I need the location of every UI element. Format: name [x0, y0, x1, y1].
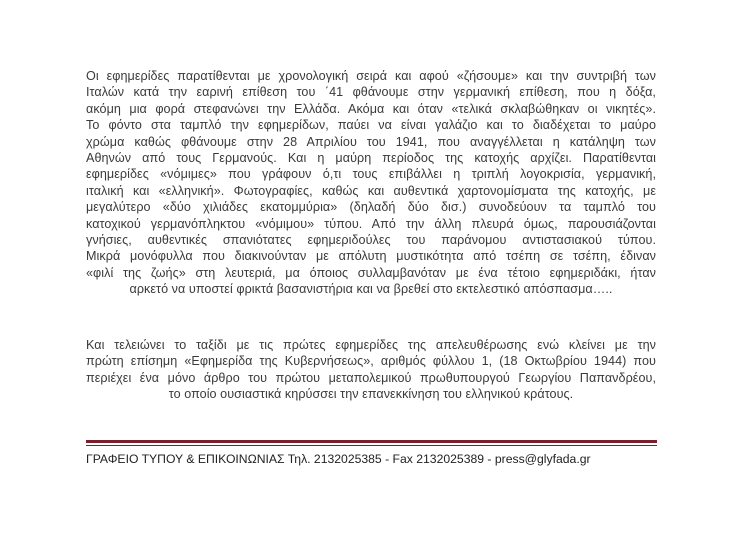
paragraph-line: κατοχικού γερμανόπληκτου «νόμιμου» τύπου. Από την άλλη πλευρά όμως, παρουσιάζονται [86, 216, 656, 231]
footer-divider-thin [86, 445, 657, 446]
paragraph-line: πρώτη επίσημη «Εφημερίδα της Κυβερνήσεως», αριθμός φύλλου 1, (18 Οκτωβρίου 1944) που [86, 354, 656, 369]
paragraph-line: εφημερίδες «νόμιμες» που γράφουν ό,τι τους επιβάλλει η τριπλή λογοκρισία, γερμανική, [86, 167, 656, 182]
paragraph-line: γνήσιες, αυθεντικές σπανιότατες εφημεριδούλες του παράνομου αντιστασιακού τύπου. [86, 233, 656, 248]
paragraph-line: Ιταλών κατά την εαρινή επίθεση του ΄41 φθάνουμε στην γερμανική επίθεση, που η δόξα, [86, 85, 656, 100]
paragraph-line: «φιλί της ζωής» στη λευτεριά, μα όποιος συλλαμβανόταν με ένα τέτοιο εφημεριδάκι, ήταν [86, 265, 656, 280]
paragraph-line: Μικρά μονόφυλλα που διακινούνταν με απόλυτη μυστικότητα από τσέπη σε τσέπη, έδιναν [86, 249, 656, 264]
paragraph-line: Οι εφημερίδες παρατίθενται με χρονολογική σειρά και αφού «ζήσουμε» και την συντριβή των [86, 69, 656, 83]
paragraph-line: Αθηνών από τους Γερμανούς. Και η μαύρη περίοδος της κατοχής αρχίζει. Παρατίθενται [86, 151, 656, 166]
paragraph-line: χρώμα καθώς φθάνουμε στην 28 Απριλίου του 1941, που αναγγέλλεται η κατάληψη των [86, 134, 656, 149]
paragraph-exhibition-newspapers [86, 68, 656, 298]
paragraph-line: περιέχει ένα μόνο άρθρο του πρώτου μεταπολεμικού πρωθυπουργού Γεωργίου Παπανδρέου, [86, 370, 656, 385]
paragraph-line: ακόμη μια φορά στεφανώνει την Ελλάδα. Ακόμα και όταν «τελικά σκλαβώθηκαν οι νικητές». [86, 101, 656, 116]
paragraph-line: μεγαλύτερο «δύο χιλιάδες εκατομμύρια» (δηλαδή δύο δισ.) συνοδεύουν τα ταμπλό του [86, 200, 656, 215]
footer-contact-line: ΓΡΑΦΕΙΟ ΤΥΠΟΥ & ΕΠΙΚΟΙΝΩΝΙΑΣ Τηλ. 2132025385 - Fax 2132025389 - press@glyfada.gr [86, 452, 591, 466]
paragraph-line: ιταλική και «ελληνική». Φωτογραφίες, καθώς και αυθεντικά χαρτονομίσματα της κατοχής, με [86, 183, 656, 198]
paragraph-liberation-newspapers [86, 337, 656, 403]
footer-divider-thick [86, 440, 657, 443]
paragraph-line: Και τελειώνει το ταξίδι με τις πρώτες εφημερίδες της απελευθέρωσης ενώ κλείνει με την [86, 338, 656, 352]
paragraph-line: Το φόντο στα ταμπλό την εφημερίδων, παύει να είναι γαλάζιο και το διαδέχεται το μαύρο [86, 118, 656, 133]
paragraph-line: αρκετό να υποστεί φρικτά βασανιστήρια και να βρεθεί στο εκτελεστικό απόσπασμα….. [129, 282, 613, 297]
paragraph-line: το οποίο ουσιαστικά κηρύσσει την επανεκκίνηση του ελληνικού κράτους. [168, 387, 574, 402]
